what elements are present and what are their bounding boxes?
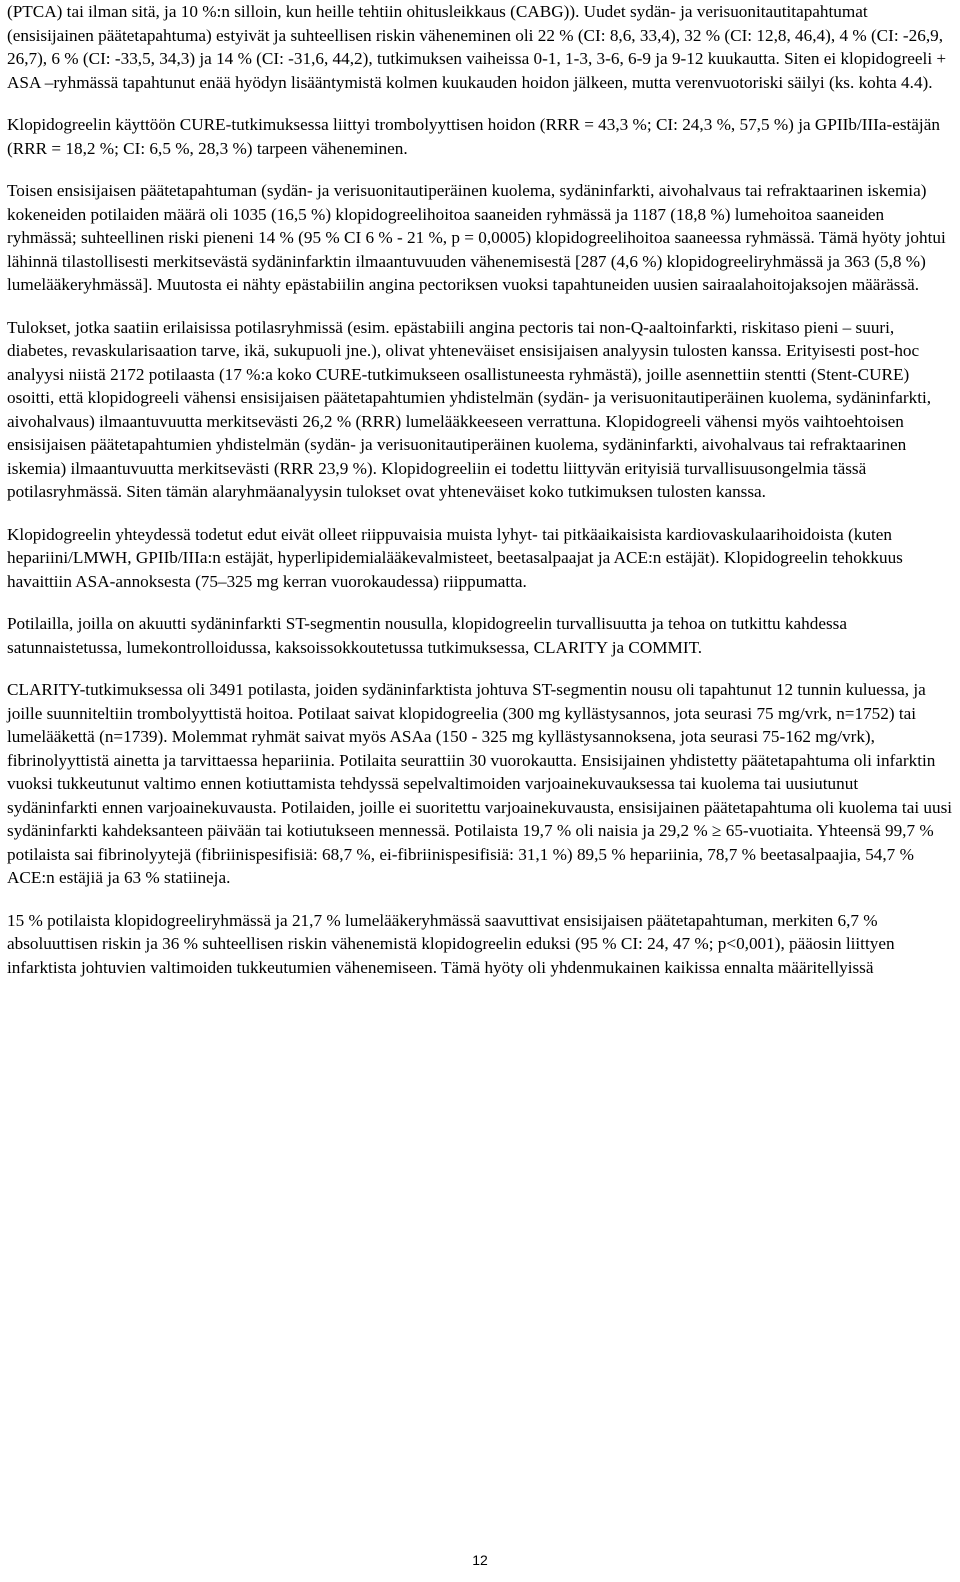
paragraph-text: Klopidogreelin yhteydessä todetut edut eivät olleet riippuvaisia muista lyhyt- tai pitkäaikaisista kardiovaskulaarihoidoista (kuten hepariini/LMWH, GPIIb/IIIa:n estäjät, hyperlipidemialääkevalmisteet, beetasalpaajat ja ACE:n estäjät). Klopidogreelin tehokkuus havaittiin ASA-annoksesta (75–325 mg kerran vuorokaudessa) riippumatta. bbox=[7, 524, 903, 591]
paragraph-clarity-design bbox=[7, 678, 953, 890]
paragraph-text: 15 % potilaista klopidogreeliryhmässä ja 21,7 % lumelääkeryhmässä saavuttivat ensisijaisen päätetapahtuman, merkiten 6,7 % absoluuttisen riskin ja 36 % suhteellisen riskin vähenemistä klopidogreelin eduksi (95 % CI: 24, 47 %; p<0,001), pääosin liittyen infarktista johtuvien valtimoiden tukkeutumien vähenemiseen. Tämä hyöty oli yhdenmukainen kaikissa ennalta määritellyissä bbox=[7, 910, 895, 977]
greater-equal-symbol: ≥ bbox=[712, 821, 722, 840]
paragraph-text: Tulokset, jotka saatiin erilaisissa potilasryhmissä (esim. epästabiili angina pectoris tai non-Q-aaltoinfarkti, riskitaso pieni – suuri, diabetes, revaskularisaation tarve, ikä, sukupuoli jne.), olivat yhteneväiset ensisijaisen analyysin tulosten kanssa. Erityisesti post-hoc analyysi niistä 2172 potilaasta (17 %:a koko CURE-tutkimukseen osallistuneesta ryhmästä), joille asennettiin stentti (Stent-CURE) osoitti, että klopidogreeli vähensi ensisijaisen päätetapahtumien yhdistelmän (sydän- ja verisuonitautiperäinen kuolema, sydäninfarkti, aivohalvaus) ilmaantuvuutta merkitsevästi 26,2 % (RRR) lumelääkkeeseen verrattuna. Klopidogreeli vähensi myös vaihtoehtoisen ensisijaisen päätetapahtumien yhdistelmän (sydän- ja verisuonitautiperäinen kuolema, sydäninfarkti, aivohalvaus tai refraktaarinen iskemia) ilmaantuvuutta merkitsevästi (RRR 23,9 %). Klopidogreeliin ei todettu liittyvän erityisiä turvallisuusongelmia tässä potilasryhmässä. Siten tämän alaryhmäanalyysin tulokset ovat yhteneväiset koko tutkimuksen tulosten kanssa. bbox=[7, 317, 932, 501]
document-page bbox=[7, 0, 953, 998]
paragraph-text: Klopidogreelin käyttöön CURE-tutkimuksessa liittyi trombolyyttisen hoidon (RRR = 43,3 %; CI: 24,3 %, 57,5 %) ja GPIIb/IIIa-estäjän (RRR = 18,2 %; CI: 6,5 %, 28,3 %) tarpeen väheneminen. bbox=[7, 115, 940, 158]
paragraph-clarity-results bbox=[7, 909, 953, 980]
paragraph-concomitant-therapy bbox=[7, 523, 953, 594]
paragraph-cure-time-course bbox=[7, 0, 953, 94]
page-number: 12 bbox=[472, 1552, 488, 1568]
paragraph-text: (PTCA) tai ilman sitä, ja 10 %:n silloin, kun heille tehtiin ohitusleikkaus (CABG)). Uudet sydän- ja verisuonitautitapahtumat (ensisijainen päätetapahtuma) estyivät ja suhteellisen riskin väheneminen oli 22 % (CI: 8,6, 33,4), 32 % (CI: 12,8, 46,4), 4 % (CI: -26,9, 26,7), 6 % (CI: -33,5, 34,3) ja 14 % (CI: -31,6, 44,2), tutkimuksen vaiheissa 0-1, 1-3, 3-6, 6-9 ja 9-12 kuukautta. Siten ei klopidogreeli + ASA –ryhmässä tapahtunut enää hyödyn lisääntymistä kolmen kuukauden hoidon jälkeen, mutta verenvuotoriski säilyi (ks. kohta 4.4). bbox=[7, 2, 947, 92]
paragraph-subgroups bbox=[7, 316, 953, 504]
paragraph-text: Toisen ensisijaisen päätetapahtuman (sydän- ja verisuonitautiperäinen kuolema, sydäninfarkti, aivohalvaus tai refraktaarinen iskemia) kokeneiden potilaiden määrä oli 1035 (16,5 %) klopidogreelihoitoa saaneiden ryhmässä ja 1187 (18,8 %) lumehoitoa saaneiden ryhmässä; suhteellinen riski pieneni 14 % (95 % CI 6 % - 21 %, p = 0,0005) klopidogreelihoitoa saaneessa ryhmässä. Tämä hyöty johtui lähinnä tilastollisesti merkitsevästä sydäninfarktin ilmaantuvuuden vähenemisestä [287 (4,6 %) klopidogreeliryhmässä ja 363 (5,8 %) lumelääkeryhmässä]. Muutosta ei nähty epästabiilin angina pectoriksen vuoksi tapahtuneiden uusien sairaalahoitojaksojen määrässä. bbox=[7, 181, 946, 294]
paragraph-stemi-intro bbox=[7, 612, 953, 659]
paragraph-thrombolytic-need bbox=[7, 113, 953, 160]
paragraph-text: 65-vuotiaita. Yhteensä 99,7 % potilaista sai fibrinolyytejä (fibriinispesifisiä: 68,7 %, ei-fibriinispesifisiä: 31,1 %) 89,5 % hepariinia, 78,7 % beetasalpaajia, 54,7 % ACE:n estäjiä ja 63 % statiineja. bbox=[7, 821, 934, 887]
paragraph-text: Potilailla, joilla on akuutti sydäninfarkti ST-segmentin nousulla, klopidogreelin turvallisuutta ja tehoa on tutkittu kahdessa satunnaistetussa, lumekontrolloidussa, kaksoissokkoutetussa tutkimuksessa, CLARITY ja COMMIT. bbox=[7, 614, 847, 657]
paragraph-secondary-endpoint bbox=[7, 179, 953, 297]
paragraph-text: CLARITY-tutkimuksessa oli 3491 potilasta, joiden sydäninfarktista johtuva ST-segmentin nousu oli tapahtunut 12 tunnin kuluessa, ja joille suunniteltiin trombolyyttistä hoitoa. Potilaat saivat klopidogreelia (300 mg kyllästysannos, jota seurasi 75 mg/vrk, n=1752) tai lumelääkettä (n=1739). Molemmat ryhmät saivat myös ASAa (150 - 325 mg kyllästysannoksena, jota seurasi 75-162 mg/vrk), fibrinolyyttistä ainetta ja tarvittaessa hepariinia. Potilaita seurattiin 30 vuorokautta. Ensisijainen yhdistetty päätetapahtuma oli infarktin vuoksi tukkeutunut valtimo ennen kotiuttamista tehdyssä sepelvaltimoiden varjoainekuvauksessa tai kuolema tai uusiutunut sydäninfarkti ennen varjoainekuvausta. Potilaiden, joille ei suoritettu varjoainekuvausta, ensisijainen päätetapahtuma oli kuolema tai uusi sydäninfarkti kahdeksanteen päivään tai kotiutukseen mennessä. Potilaista 19,7 % oli naisia ja 29,2 % bbox=[7, 680, 953, 840]
